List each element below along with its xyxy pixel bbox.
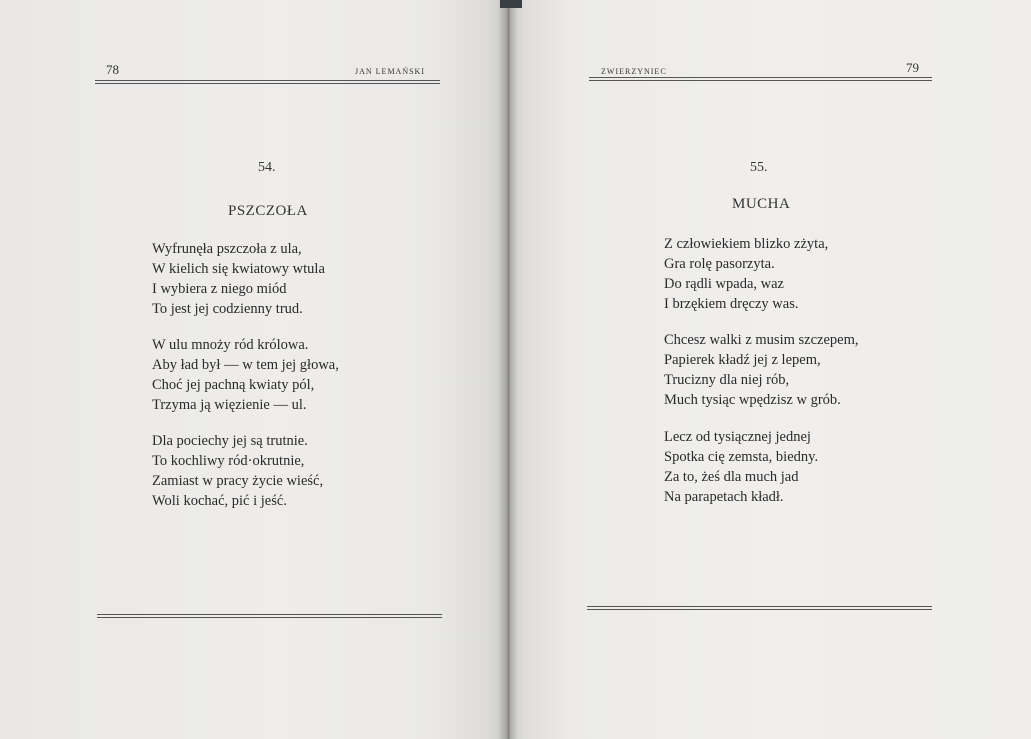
verse-line: Woli kochać, pić i jeść. xyxy=(152,493,287,509)
poem-title-right: MUCHA xyxy=(732,196,791,212)
verse-line: Choć jej pachną kwiaty pól, xyxy=(152,377,315,393)
page-number-right: 79 xyxy=(906,60,919,75)
verse-line: Spotka cię zemsta, biedny. xyxy=(664,449,819,465)
verse-line: I brzękiem dręczy was. xyxy=(664,296,799,312)
verse-line: Do rądli wpada, waz xyxy=(664,276,784,292)
header-rule-left-2 xyxy=(95,83,440,84)
running-head-left: JAN LEMAŃSKI xyxy=(355,67,425,76)
verse-line: To kochliwy ród·okrutnie, xyxy=(152,453,305,469)
poem-number-right: 55. xyxy=(750,160,768,175)
header-rule-right-2 xyxy=(589,80,932,81)
stanza-left-1 xyxy=(152,239,325,319)
right-page xyxy=(508,0,1031,739)
left-page xyxy=(0,0,508,739)
footer-rule-right-2 xyxy=(587,609,932,610)
verse-line: Za to, żeś dla much jad xyxy=(664,469,799,485)
verse-line: Wyfrunęła pszczoła z ula, xyxy=(152,241,302,257)
stanza-left-2 xyxy=(152,335,339,415)
binding-edge xyxy=(500,0,522,8)
verse-line: Zamiast w pracy życie wieść, xyxy=(152,473,324,489)
stanza-left-3 xyxy=(152,431,323,511)
verse-line: Na parapetach kładł. xyxy=(664,489,784,505)
verse-line: W kielich się kwiatowy wtula xyxy=(152,261,325,277)
header-rule-right-1 xyxy=(589,77,932,78)
page-number-left: 78 xyxy=(106,62,119,77)
verse-line: Trucizny dla niej rób, xyxy=(664,372,790,388)
verse-line: Gra rolę pasorzyta. xyxy=(664,256,775,272)
verse-line: Lecz od tysiącznej jednej xyxy=(664,429,811,445)
footer-rule-right-1 xyxy=(587,606,932,607)
poem-title-left: PSZCZOŁA xyxy=(228,203,308,219)
footer-rule-left-1 xyxy=(97,614,442,615)
stanza-right-2 xyxy=(664,330,858,410)
stanza-right-1 xyxy=(664,234,828,314)
verse-line: I wybiera z niego miód xyxy=(152,281,287,297)
header-rule-left-1 xyxy=(95,80,440,81)
verse-line: Trzyma ją więzienie — ul. xyxy=(152,397,307,413)
verse-line: Aby ład był — w tem jej głowa, xyxy=(152,357,339,373)
book-gutter xyxy=(498,0,518,739)
verse-line: Much tysiąc wpędzisz w grób. xyxy=(664,392,841,408)
poem-number-left: 54. xyxy=(258,160,276,175)
running-head-right: ZWIERZYNIEC xyxy=(601,67,667,76)
verse-line: Z człowiekiem blizko zżyta, xyxy=(664,236,829,252)
verse-line: Dla pociechy jej są trutnie. xyxy=(152,433,308,449)
verse-line: To jest jej codzienny trud. xyxy=(152,301,303,317)
footer-rule-left-2 xyxy=(97,617,442,618)
verse-line: Chcesz walki z musim szczepem, xyxy=(664,332,859,348)
verse-line: Papierek kładź jej z lepem, xyxy=(664,352,821,368)
stanza-right-3 xyxy=(664,427,818,507)
verse-line: W ulu mnoży ród królowa. xyxy=(152,337,309,353)
